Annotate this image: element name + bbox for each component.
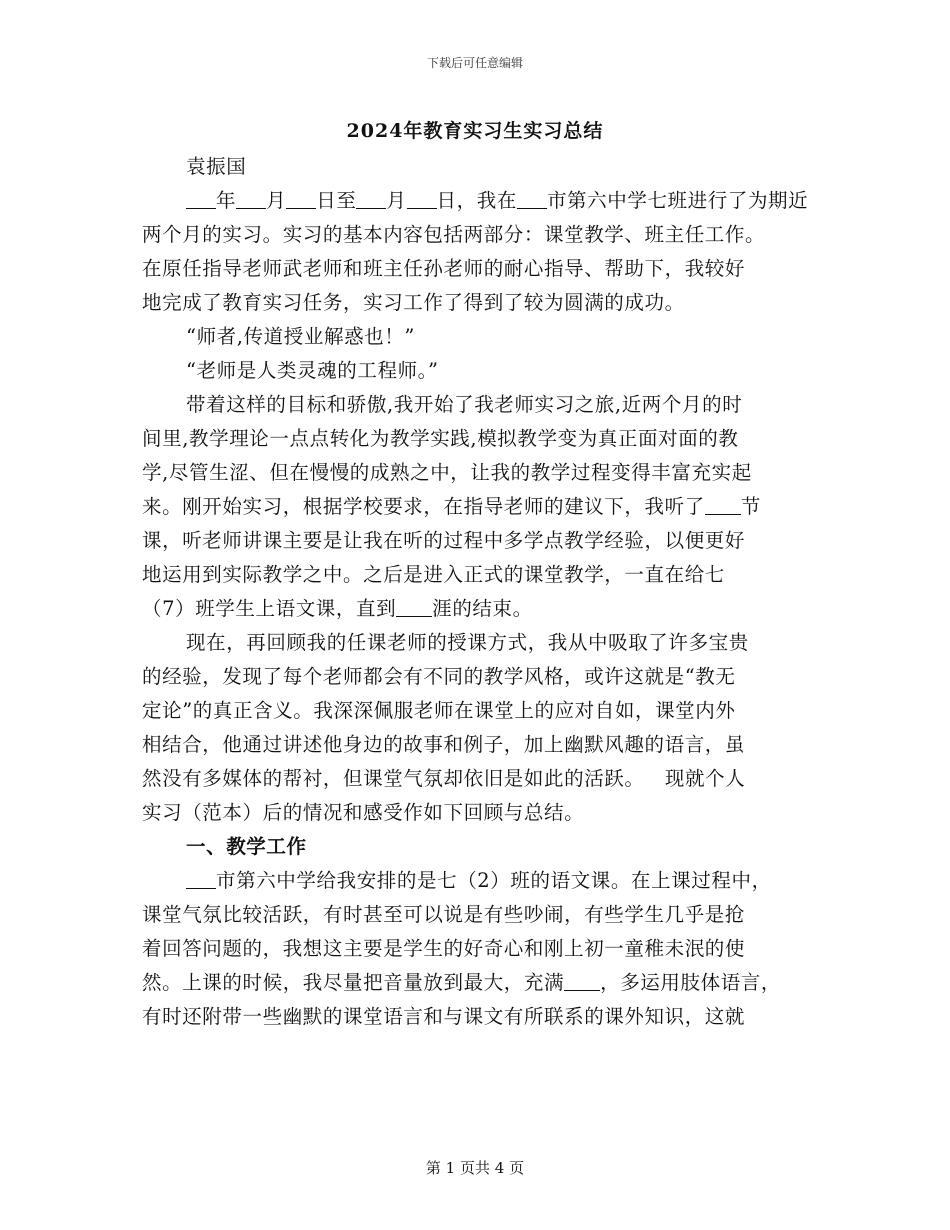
fill-blank (564, 968, 600, 991)
paragraph-line (142, 966, 804, 1000)
paragraph-line: 间里,教学理论一点点转化为教学实践,模拟教学变为真正面对面的教 (142, 427, 739, 450)
text-run: 月 (386, 189, 407, 212)
paragraph-line: 地完成了教育实习任务，实习工作了得到了较为圆满的成功。 (142, 291, 685, 314)
paragraph-line: 两个月的实习。实习的基本内容包括两部分：课堂教学、班主任工作。 (142, 223, 766, 246)
paragraph-line: 然没有多媒体的帮衬，但课堂气氛却依旧是如此的活跃。 现就个人 (142, 767, 746, 790)
paragraph-line: 定论”的真正含义。我深深佩服老师在课堂上的应对自如，课堂内外 (142, 699, 736, 722)
text-run: 涯的结束。 (432, 597, 533, 620)
paragraph-line (142, 490, 804, 524)
document-title: 2024年教育实习生实习总结 (346, 120, 604, 142)
fill-blank (286, 186, 316, 209)
text-run: 节 (740, 495, 761, 518)
text-run: 日至 (316, 189, 357, 212)
author-line: 袁振国 (186, 155, 247, 178)
paragraph-line: 着回答问题的，我想这主要是学生的好奇心和刚上初一童稚未泯的使 (142, 937, 746, 960)
paragraph-line: 相结合，他通过讲述他身边的故事和例子，加上幽默风趣的语言，虽 (142, 733, 746, 756)
paragraph-line (142, 864, 804, 898)
text-run: （7）班学生上语文课，直到 (142, 597, 397, 620)
paragraph-line: 有时还附带一些幽默的课堂语言和与课文有所联系的课外知识，这就 (142, 1005, 746, 1028)
paragraph-line: 带着这样的目标和骄傲,我开始了我老师实习之旅,近两个月的时 (186, 393, 743, 416)
document-body (142, 150, 809, 1034)
paragraph-line: 课堂气氛比较活跃，有时甚至可以说是有些吵闹，有些学生几乎是抢 (142, 903, 746, 926)
paragraph-line: 课，听老师讲课主要是让我在听的过程中多学点教学经验，以便更好 (142, 529, 746, 552)
text-run: 然。上课的时候，我尽量把音量放到最大，充满 (142, 971, 565, 994)
fill-blank (407, 186, 437, 209)
fill-blank (236, 186, 266, 209)
fill-blank (517, 186, 547, 209)
fill-blank (705, 492, 741, 515)
paragraph-line: 实习（范本）后的情况和感受作如下回顾与总结。 (142, 801, 585, 824)
fill-blank (186, 186, 216, 209)
fill-blank (356, 186, 386, 209)
fill-blank (396, 594, 432, 617)
quote-line: “师者,传道授业解惑也！” (186, 325, 415, 348)
text-run: 月 (266, 189, 287, 212)
paragraph-line (142, 592, 804, 626)
text-run: ，多运用肢体语言， (600, 971, 782, 994)
text-run: 来。刚开始实习，根据学校要求，在指导老师的建议下，我听了 (142, 495, 705, 518)
header-note: 下载后可任意编辑 (426, 56, 523, 70)
paragraph-line: 地运用到实际教学之中。之后是进入正式的课堂教学，一直在给七 (142, 563, 725, 586)
quote-line: “老师是人类灵魂的工程师。” (186, 359, 439, 382)
text-run: 市第六中学给我安排的是七（2）班的语文课。在上课过程中， (216, 869, 772, 892)
text-run: 市第六中学七班进行了为期近 (546, 189, 809, 212)
paragraph-line: 学,尽管生涩、但在慢慢的成熟之中，让我的教学过程变得丰富充实起 (142, 461, 752, 484)
paragraph-line: 的经验，发现了每个老师都会有不同的教学风格，或许这就是“教无 (142, 665, 736, 688)
section-heading: 一、教学工作 (186, 835, 307, 858)
paragraph-line: 现在，再回顾我的任课老师的授课方式，我从中吸取了许多宝贵 (186, 631, 749, 654)
text-run: 日，我在 (436, 189, 517, 212)
paragraph-line (142, 184, 809, 218)
page-footer: 第 1 页共 4 页 (425, 1159, 525, 1177)
text-run: 年 (216, 189, 237, 212)
paragraph-line: 在原任指导老师武老师和班主任孙老师的耐心指导、帮助下，我较好 (142, 257, 746, 280)
fill-blank (186, 866, 216, 889)
